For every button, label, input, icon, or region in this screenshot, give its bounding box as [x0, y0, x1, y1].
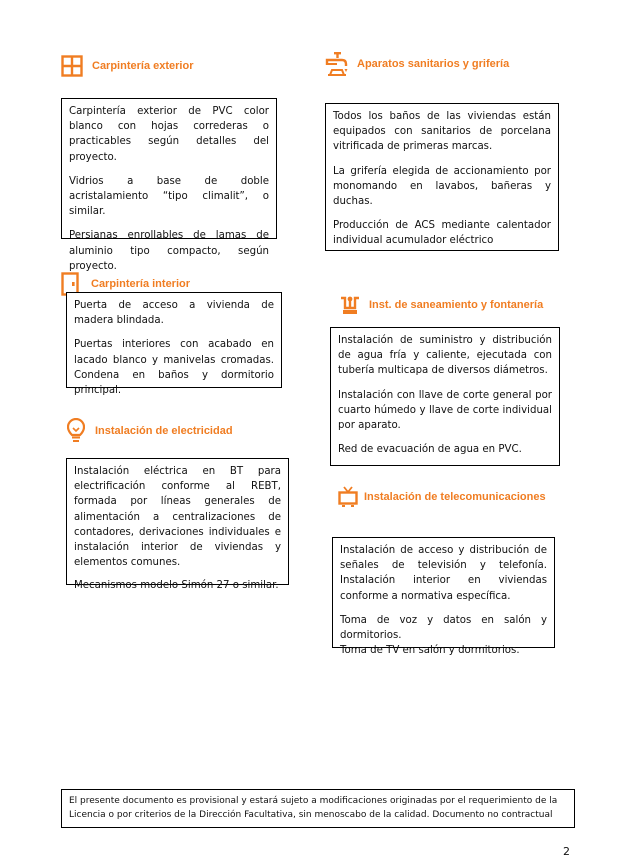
- page-number: 2: [563, 845, 570, 858]
- section-heading-saneamiento: [339, 294, 543, 316]
- paragraph: Instalación de suministro y distribución de agua fría y caliente, ejecutada con tubería multicapa de diversos diámetros.: [338, 335, 552, 377]
- info-box-carpinteria-exterior: [61, 98, 277, 272]
- paragraph: Toma de voz y datos en salón y dormitorios.: [340, 614, 547, 642]
- paragraph: La grifería elegida de accionamiento por monomando en lavabos, bañeras y duchas.: [333, 165, 551, 208]
- window-icon: [61, 55, 83, 77]
- paragraph: Instalación eléctrica en BT para electrificación conforme al REBT, formada por líneas generales de alimentación a centralizaciones de contadores, derivaciones individuales e instalación interior de viviendas y elementos comunes.: [74, 466, 281, 569]
- paragraph: Puertas interiores con acabado en lacado blanco y manivelas cromadas. Condena en baños y dormitorio principal.: [74, 339, 274, 397]
- lightbulb-icon: [67, 418, 85, 444]
- info-box-saneamiento: [330, 327, 560, 466]
- section-heading-aparatos-sanitarios: [325, 51, 509, 77]
- paragraph: Vidrios a base de doble acristalamiento “tipo climalit”, o similar.: [69, 175, 269, 218]
- pipe-valve-icon: [339, 294, 361, 316]
- section-title: Inst. de saneamiento y fontanería: [369, 299, 544, 311]
- section-title: Instalación de telecomunicaciones: [364, 491, 546, 503]
- paragraph: Instalación con llave de corte general por cuarto húmedo y llave de corte individual por aparato.: [338, 389, 552, 432]
- tv-icon: [338, 486, 358, 508]
- section-title: Carpintería exterior: [92, 60, 194, 72]
- paragraph: Carpintería exterior de PVC color blanco con hojas correderas o practicables según detalles del proyecto.: [69, 106, 269, 163]
- paragraph: Persianas enrollables de lamas de aluminio tipo compacto, según proyecto.: [69, 230, 269, 272]
- disclaimer-box: [61, 789, 575, 828]
- info-box-aparatos-sanitarios: [325, 103, 559, 251]
- faucet-icon: [325, 51, 349, 77]
- section-title: Aparatos sanitarios y grifería: [357, 58, 510, 70]
- paragraph: Red de evacuación de agua en PVC.: [338, 444, 522, 456]
- info-box-carpinteria-interior: [66, 292, 282, 397]
- paragraph: Puerta de acceso a vivienda de madera blindada.: [74, 300, 274, 327]
- paragraph: Todos los baños de las viviendas están equipados con sanitarios de porcelana vitrificada de primeras marcas.: [333, 111, 551, 153]
- section-heading-carpinteria-exterior: [61, 55, 193, 77]
- disclaimer-text: El presente documento es provisional y estará sujeto a modificaciones originadas por el requerimiento de la Licencia o por criterios de la Dirección Facultativa, sin menoscabo de la calidad. Documento no contractual: [69, 796, 558, 820]
- paragraph: Mecanismos modelo Simón 27 o similar.: [74, 580, 279, 592]
- info-box-electricidad: [66, 458, 289, 592]
- paragraph: Toma de TV en salón y dormitorios.: [340, 645, 520, 657]
- info-box-telecomunicaciones: [332, 537, 555, 657]
- paragraph: Producción de ACS mediante calentador individual acumulador eléctrico: [333, 220, 551, 247]
- section-title: Instalación de electricidad: [95, 425, 233, 437]
- paragraph: Instalación de acceso y distribución de señales de televisión y telefonía. Instalación interior en viviendas conforme a normativa específica.: [340, 545, 547, 602]
- section-heading-telecomunicaciones: [338, 486, 546, 508]
- section-heading-electricidad: [67, 418, 233, 444]
- section-title: Carpintería interior: [91, 278, 191, 290]
